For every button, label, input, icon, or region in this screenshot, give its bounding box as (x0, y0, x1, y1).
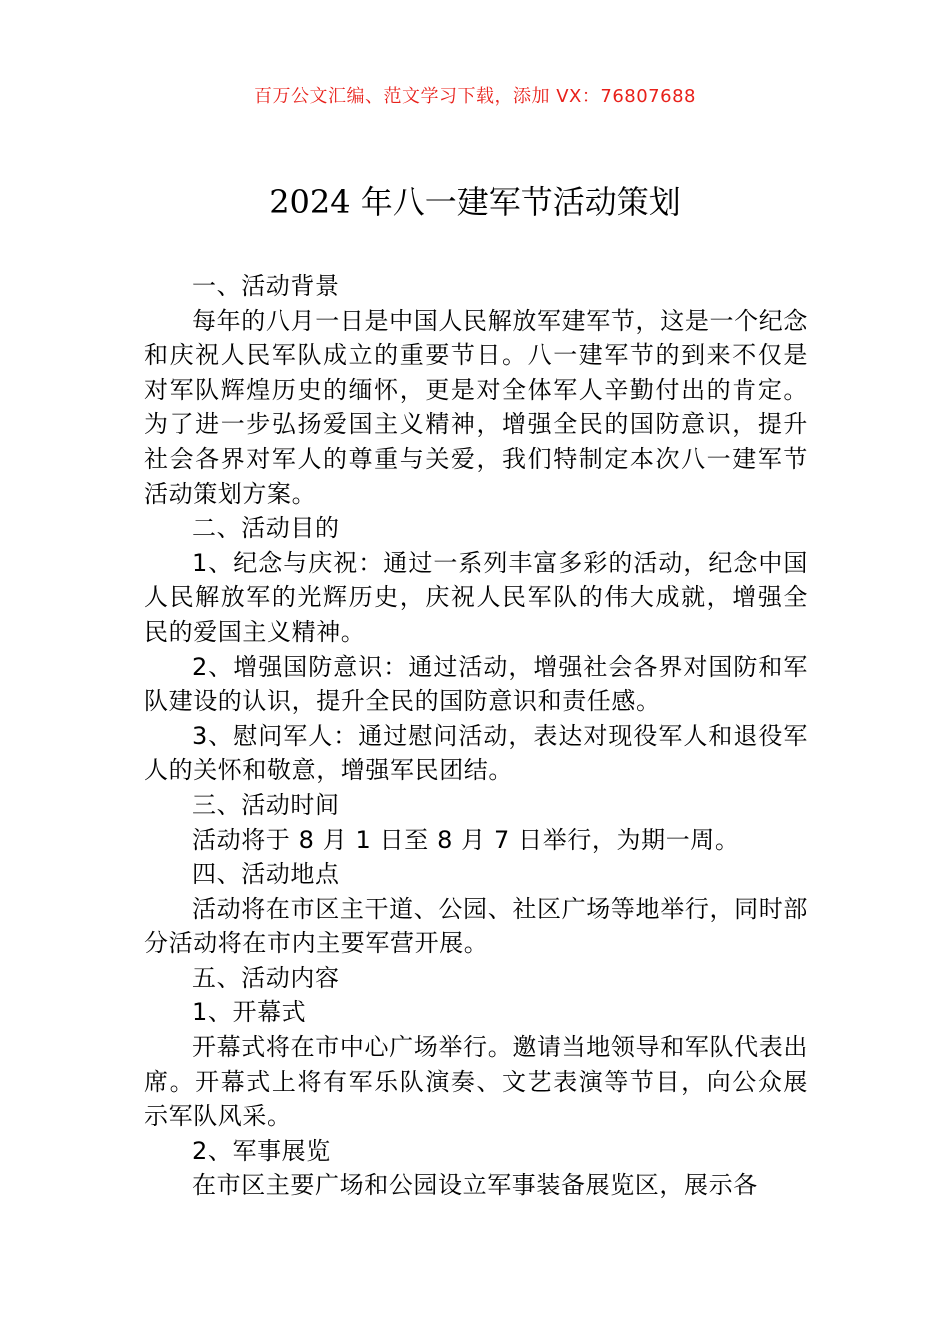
section-heading-background: 一、活动背景 (192, 272, 340, 300)
paragraph: 开幕式将在市中心广场举行。邀请当地领导和军队代表出席。开幕式上将有军乐队演奏、文艺表演等节目，向公众展示军队风采。 (144, 1033, 808, 1131)
header-promo-note: 百万公文汇编、范文学习下载，添加 VX：76807688 (254, 86, 696, 107)
paragraph: 在市区主要广场和公园设立军事装备展览区，展示各 (192, 1171, 758, 1200)
document-title: 2024 年八一建军节活动策划 (269, 183, 681, 221)
paragraph: 3、慰问军人：通过慰问活动，表达对现役军人和退役军人的关怀和敬意，增强军民团结。 (144, 721, 808, 785)
section-heading-time: 三、活动时间 (192, 790, 340, 819)
paragraph: 每年的八月一日是中国人民解放军建军节，这是一个纪念和庆祝人民军队成立的重要节日。八一建军节的到来不仅是对军队辉煌历史的缅怀，更是对全体军人辛勤付出的肯定。为了进一步弘扬爱国主义精神，增强全民的国防意识，提升社会各界对军人的尊重与关爱，我们特制定本次八一建军节活动策划方案。 (144, 306, 808, 508)
section-heading-content: 五、活动内容 (192, 963, 340, 992)
section-heading-location: 四、活动地点 (192, 860, 340, 889)
section-heading-purpose: 二、活动目的 (192, 514, 340, 543)
subsection-heading-opening: 1、开幕式 (192, 998, 307, 1027)
paragraph: 活动将在市区主干道、公园、社区广场等地举行，同时部分活动将在市内主要军营开展。 (144, 894, 808, 958)
paragraph: 活动将于 8 月 1 日至 8 月 7 日举行，为期一周。 (192, 825, 740, 854)
paragraph: 1、纪念与庆祝：通过一系列丰富多彩的活动，纪念中国人民解放军的光辉历史，庆祝人民军队的伟大成就，增强全民的爱国主义精神。 (144, 548, 808, 646)
document-body (144, 269, 808, 1203)
subsection-heading-exhibition: 2、军事展览 (192, 1136, 331, 1165)
paragraph: 2、增强国防意识：通过活动，增强社会各界对国防和军队建设的认识，提升全民的国防意识和责任感。 (144, 652, 808, 716)
